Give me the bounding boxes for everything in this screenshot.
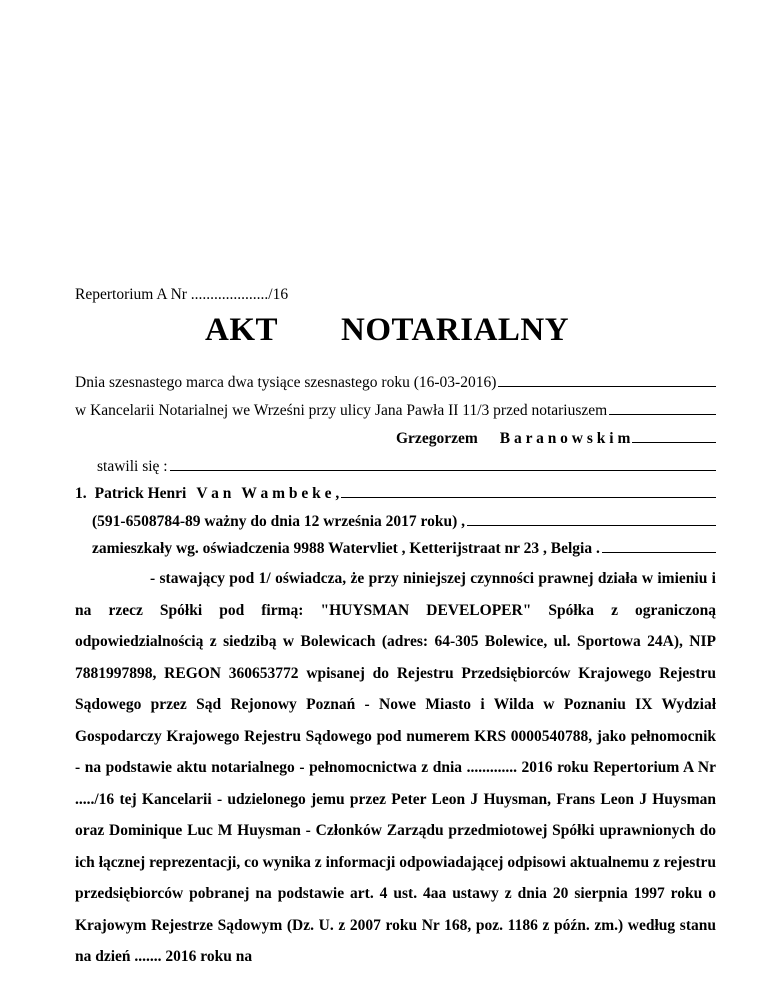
fill-line [498, 386, 716, 387]
party-surname-prefix: V a n [196, 485, 232, 502]
title-notarialny: NOTARIALNY [341, 312, 570, 348]
fill-line [602, 552, 716, 553]
party-address-text: zamieszkały wg. oświadczenia 9988 Watervliet , Ketterijstraat nr 23 , Belgia . [92, 540, 600, 557]
notary-line [396, 430, 716, 448]
party-first-names: Patrick Henri [94, 485, 187, 502]
party-name-line [75, 485, 716, 503]
fill-line [632, 442, 716, 443]
repertorium-number: Repertorium A Nr ..................../16 [75, 286, 289, 303]
party-id-text: (591-6508784-89 ważny do dnia 12 września 2017 roku) , [92, 513, 466, 530]
office-text: w Kancelarii Notarialnej we Wrześni przy ulicy Jana Pawła II 11/3 przed notariuszem [75, 402, 608, 419]
office-line [75, 402, 716, 420]
party-id-line [92, 513, 716, 531]
party-number: 1. [75, 485, 87, 502]
fill-line [609, 414, 716, 415]
fill-line [467, 525, 716, 526]
title-akt: AKT [205, 312, 279, 348]
date-line [75, 374, 716, 392]
notary-first-name: Grzegorzem [396, 430, 478, 447]
appeared-line [97, 458, 716, 476]
fill-line [341, 497, 716, 498]
party-address-line [92, 540, 716, 558]
notary-last-name: B a r a n o w s k i m [499, 430, 631, 447]
body-paragraph: - stawający pod 1/ oświadcza, że przy niniejszej czynności prawnej działa w imieniu i na rzecz Spółki pod firmą: "HUYSMAN DEVELOPER" Spółka z ograniczoną odpowiedzialnością z siedzibą w Bolewicach (adres: 64-305 Bolewice, ul. Sportowa 24A), NIP 7881997898, REGON 360653772 wpisanej do Rejestru Przedsiębiorców Krajowego Rejestru Sądowego przez Sąd Rejonowy Poznań - Nowe Miasto i Wilda w Poznaniu IX Wydział Gospodarczy Krajowego Rejestru Sądowego pod numerem KRS 0000540788, jako pełnomocnik - na podstawie aktu notarialnego - pełnomocnictwa z dnia ............. 2016 roku Repertorium A Nr ...../16 tej Kancelarii - udzielonego jemu przez Peter Leon J Huysman, Frans Leon J Huysman oraz Dominique Luc M Huysman - Członków Zarządu przedmiotowej Spółki uprawnionych do ich łącznej reprezentacji, co wynika z informacji odpowiadającej odpisowi aktualnemu z rejestru przedsiębiorców pobranej na podstawie art. 4 ust. 4aa ustawy z dnia 20 sierpnia 1997 roku o Krajowym Rejestrze Sądowym (Dz. U. z 2007 roku Nr 168, poz. 1186 z późn. zm.) według stanu na dzień ....... 2016 roku na [75, 570, 716, 965]
fill-line [170, 470, 716, 471]
party-surname: W a m b e k e , [241, 485, 340, 502]
date-text: Dnia szesnastego marca dwa tysiące szesnastego roku (16-03-2016) [75, 374, 497, 391]
appeared-text: stawili się : [97, 458, 168, 475]
